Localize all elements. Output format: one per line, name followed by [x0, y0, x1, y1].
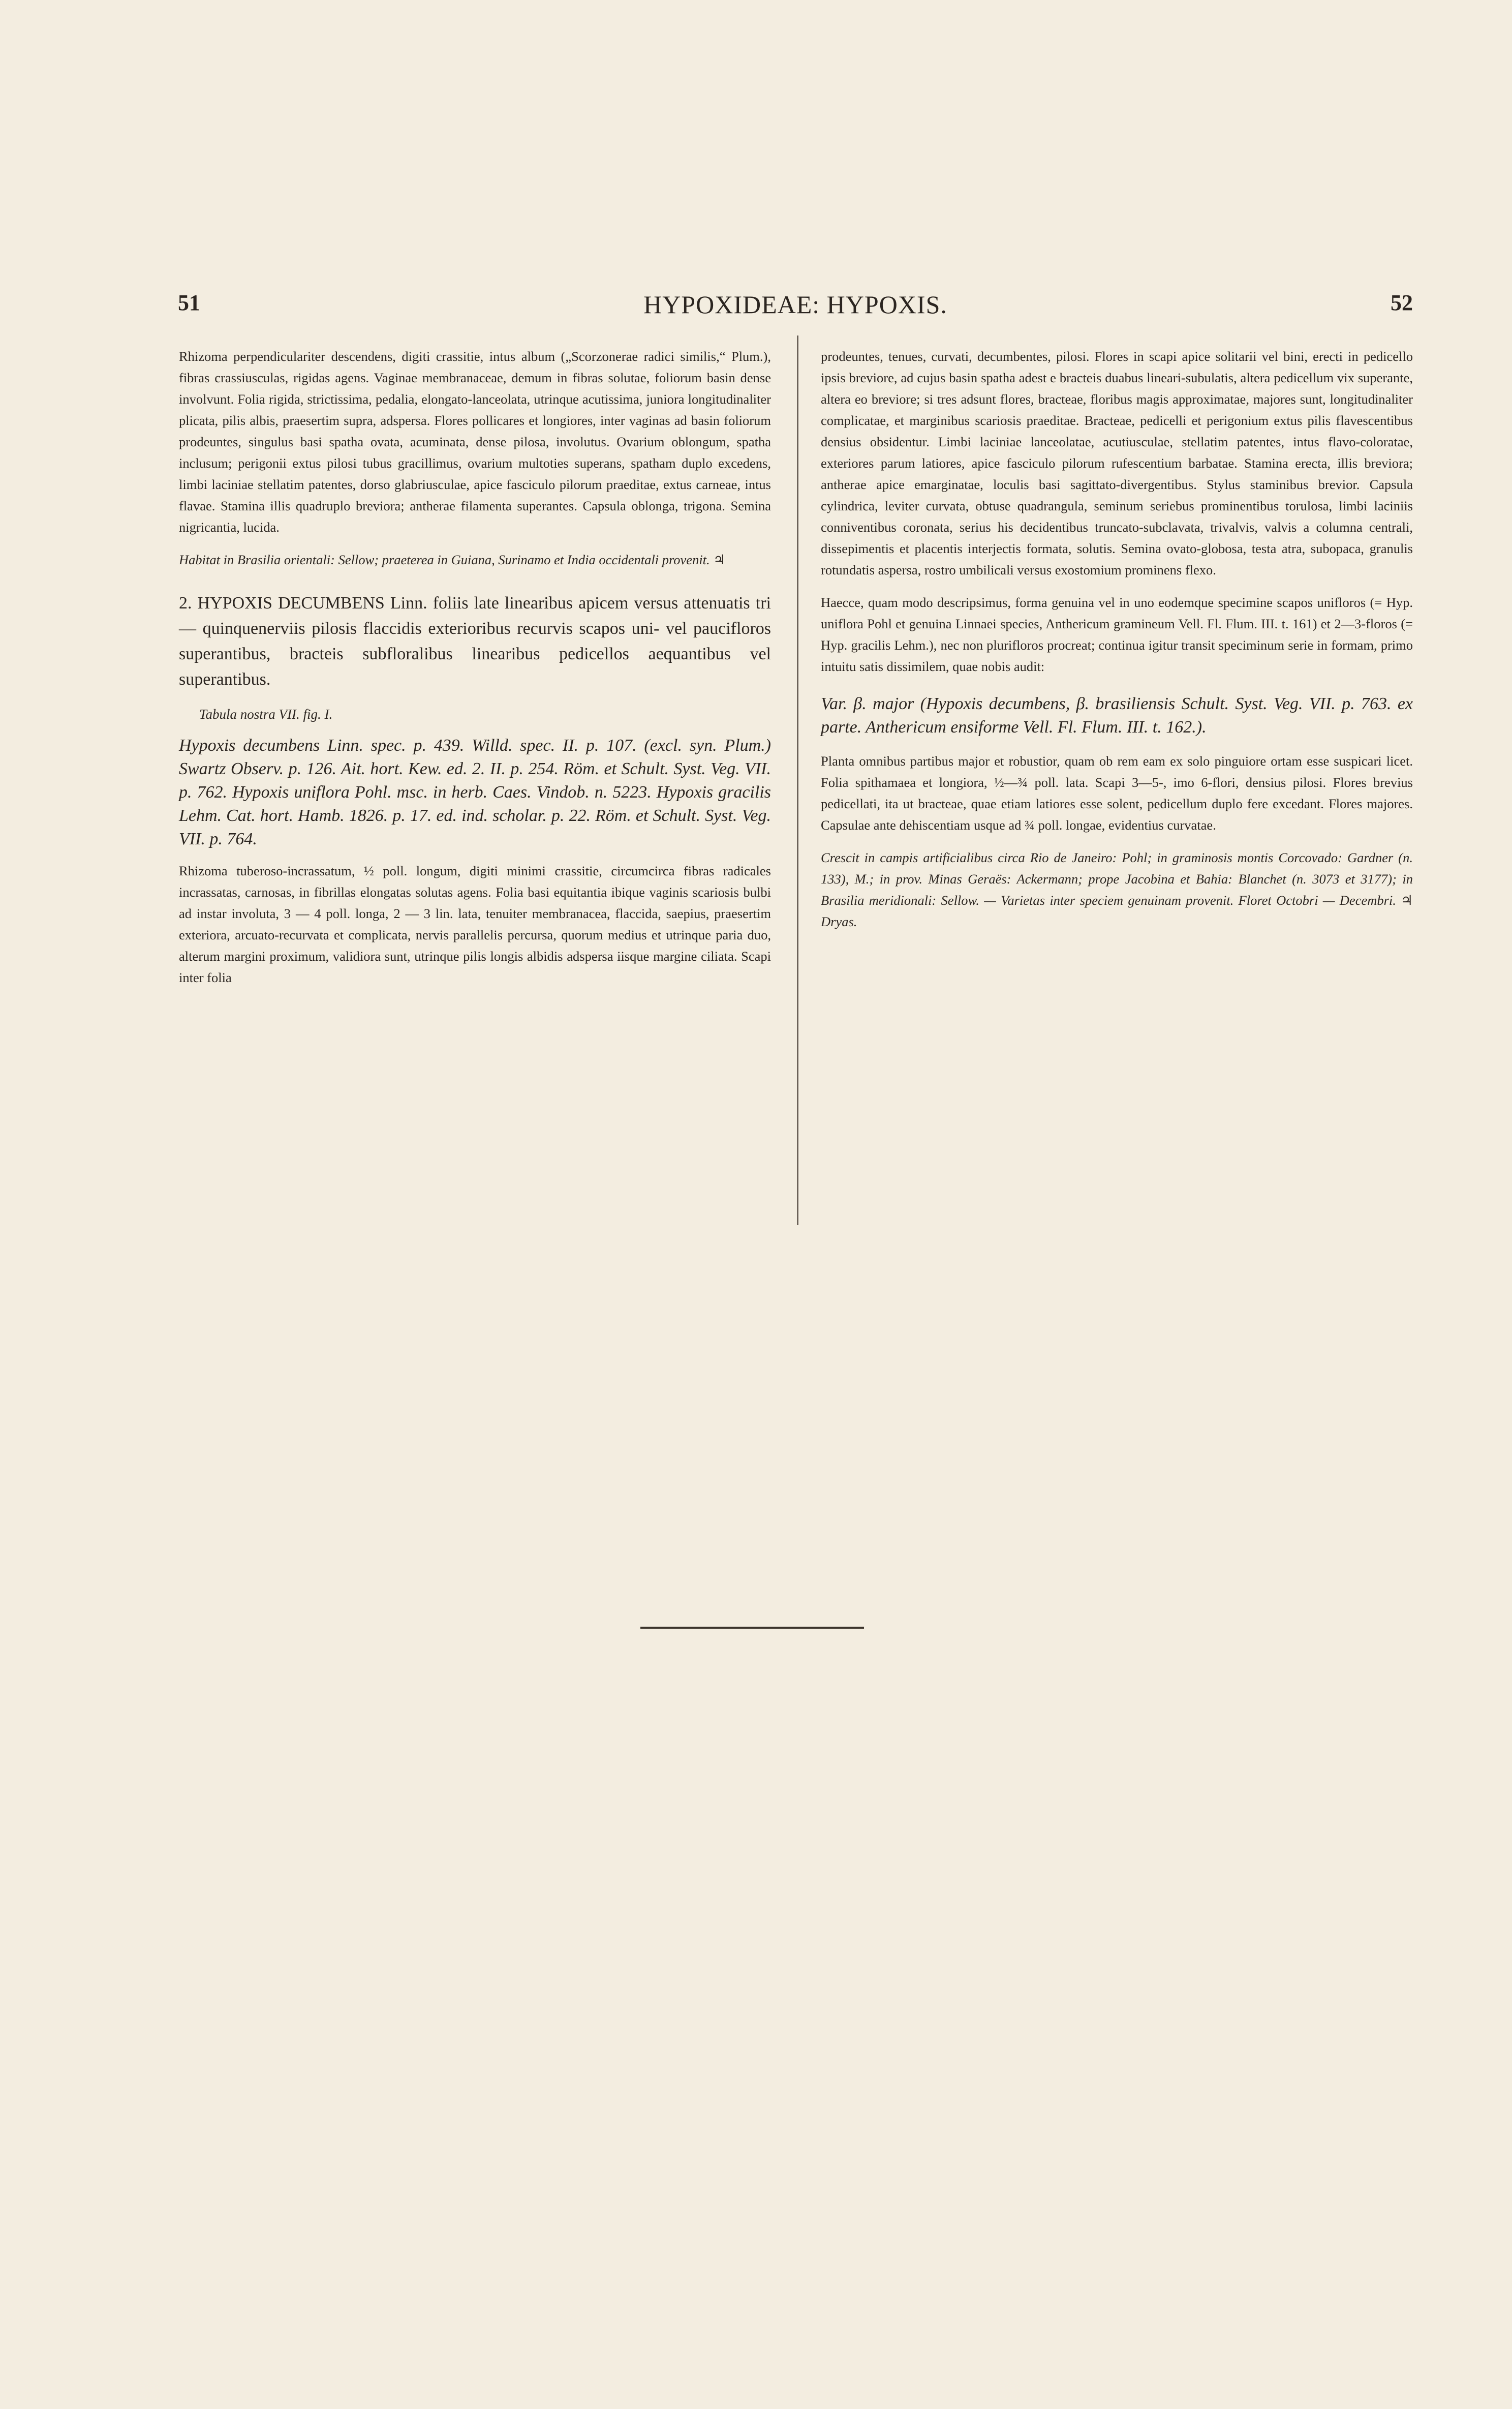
variety-heading: Var. β. major (Hypoxis decumbens, β. brasiliensis Schult. Syst. Veg. VII. p. 763. ex parte. Anthericum ensiforme Vell. Fl. Flum. III. t. 162.).: [821, 694, 1413, 737]
distribution-note: Crescit in campis artificialibus circa Rio de Janeiro: Pohl; in graminosis montis Corcovado: Gardner (n. 133), M.; in prov. Minas Geraës: Ackermann; prope Jacobina et Bahia: Blanchet (n. 3073 et 3177); in Brasilia meridionali: Sellow. — Varietas inter speciem genuinam provenit. Floret Octobri — Decembri. ♃ Dryas.: [821, 850, 1413, 929]
rhizoma-description: Rhizoma perpendiculariter descendens, digiti crassitie, intus album („Scorzonerae radici similis,“ Plum.), fibras crassiusculas, rigidas agens. Vaginae membranaceae, demum in fibras solutae, foliorum basin dense involvunt. Folia rigida, strictissima, pedalia, elongato-lanceolata, utrinque acutissima, juniora longitudinaliter plicata, pilis albis, praesertim supra, adspersa. Flores pollicares et longiores, inter vaginas ad basin foliorum prodeuntes, singulus basi spatha ovata, acuminata, dense pilosa, involutus. Ovarium oblongum, spatha inclusum; perigonii extus pilosi tubus gracillimus, ovarium multoties superans, spatham duplo excedens, limbi laciniae stellatim patentes, dorso glabriusculae, apice fasciculo pilorum praeditae, extus carneae, intus flavae. Stamina illis quadruplo breviora; antherae filamenta superantes. Capsula oblonga, trigona. Semina nigricantia, lucida.: [179, 349, 771, 535]
habitat-note: Habitat in Brasilia orientali: Sellow; praeterea in Guiana, Surinamo et India occidentali provenit. ♃: [179, 552, 726, 567]
variety-description: Planta omnibus partibus major et robustior, quam ob rem eam ex solo pinguiore ortam esse suspicari licet. Folia spithamaea et longiora, ½—¾ poll. lata. Scapi 3—5-, imo 6-flori, densius pilosi. Flores brevius pedicellati, ita ut bracteae, quae etiam latiores esse solent, pedicellum duplo fere excedant. Flores majores. Capsulae ante dehiscentiam usque ad ¾ poll. longae, evidentius curvatae.: [821, 753, 1413, 833]
right-column: [821, 346, 1413, 943]
column-divider: [797, 336, 798, 1225]
description-continued: prodeuntes, tenues, curvati, decumbentes, pilosi. Flores in scapi apice solitarii vel bini, erecti in pedicello ipsis breviore, ad cujus basin spatha adest e bracteis duabus lineari-subulatis, altera pedicellum vix superante, altera eo breviore; si tres adsunt flores, bracteae, floribus magis approximatae, majores sunt, longitudinaliter complicatae, et marginibus scariosis praeditae. Bracteae, pedicelli et perigonium extus pilis flavescentibus densius obsidentur. Limbi laciniae lanceolatae, acutiusculae, stellatim patentes, intus flavo-coloratae, exteriores parum latiores, apice fasciculo pilorum rufescentium barbatae. Stamina erecta, illis breviora; antherae apice emarginatae, loculis basi sagittato-divergentibus. Stylus staminibus brevior. Capsula cylindrica, leviter curvata, obtuse quadrangula, seminum seriebus prominentibus torulosa, limbi laciniis conniventibus coronata, serius his decidentibus truncato-subclavata, trivalvis, valvis a columna centrali, dissepimentis et placentis interjectis formata, solutis. Semina ovato-globosa, testa atra, subopaca, granulis rotundatis aspersa, rostro umbilicali versus exostomium prominens flexo.: [821, 349, 1413, 577]
end-rule: [640, 1627, 864, 1629]
left-column: [179, 346, 771, 999]
species-heading: 2. HYPOXIS DECUMBENS Linn. foliis late linearibus apicem versus attenuatis tri — quinquenerviis pilosis flaccidis exterioribus recurvis scapos uni- vel paucifloros superantibus, bracteis subfloralibus linearibus pedicellos aequantibus vel superantibus.: [179, 594, 771, 689]
synonymy: Hypoxis decumbens Linn. spec. p. 439. Willd. spec. II. p. 107. (excl. syn. Plum.) Swartz Observ. p. 126. Ait. hort. Kew. ed. 2. II. p. 254. Röm. et Schult. Syst. Veg. VII. p. 762. Hypoxis uniflora Pohl. msc. in herb. Caes. Vindob. n. 5223. Hypoxis gracilis Lehm. Cat. hort. Hamb. 1826. p. 17. ed. ind. scholar. p. 22. Röm. et Schult. Syst. Veg. VII. p. 764.: [179, 736, 771, 848]
forms-note: Haecce, quam modo descripsimus, forma genuina vel in uno eodemque specimine scapos unifloros (= Hyp. uniflora Pohl et genuina Linnaei species, Anthericum gramineum Vell. Fl. Flum. III. t. 161) et 2—3-floros (= Hyp. gracilis Lehm.), nec non plurifloros procreat; continua igitur transit speciminum serie in formam, primo intuitu satis dissimilem, quae nobis audit:: [821, 595, 1413, 674]
right-page-number: 52: [1391, 290, 1413, 315]
running-head: HYPOXIDEAE: HYPOXIS.: [643, 290, 947, 319]
plate-reference: Tabula nostra VII. fig. I.: [199, 707, 333, 722]
species-description: Rhizoma tuberoso-incrassatum, ½ poll. longum, digiti minimi crassitie, circumcirca fibras radicales incrassatas, carnosas, in fibrillas elongatas solutas agens. Folia basi equitantia ibique vaginis scariosis bulbi ad instar involuta, 3 — 4 poll. longa, 2 — 3 lin. lata, tenuiter membranacea, flaccida, saepius, praesertim exteriora, arcuato-recurvata et complicata, nervis parallelis percursa, quorum medius et utrinque paria duo, alterum margini proximum, validiora sunt, utrinque pilis longis albidis adspersa iisque margine ciliata. Scapi inter folia: [179, 863, 771, 985]
left-page-number: 51: [178, 290, 200, 315]
page-header: [178, 290, 1413, 325]
